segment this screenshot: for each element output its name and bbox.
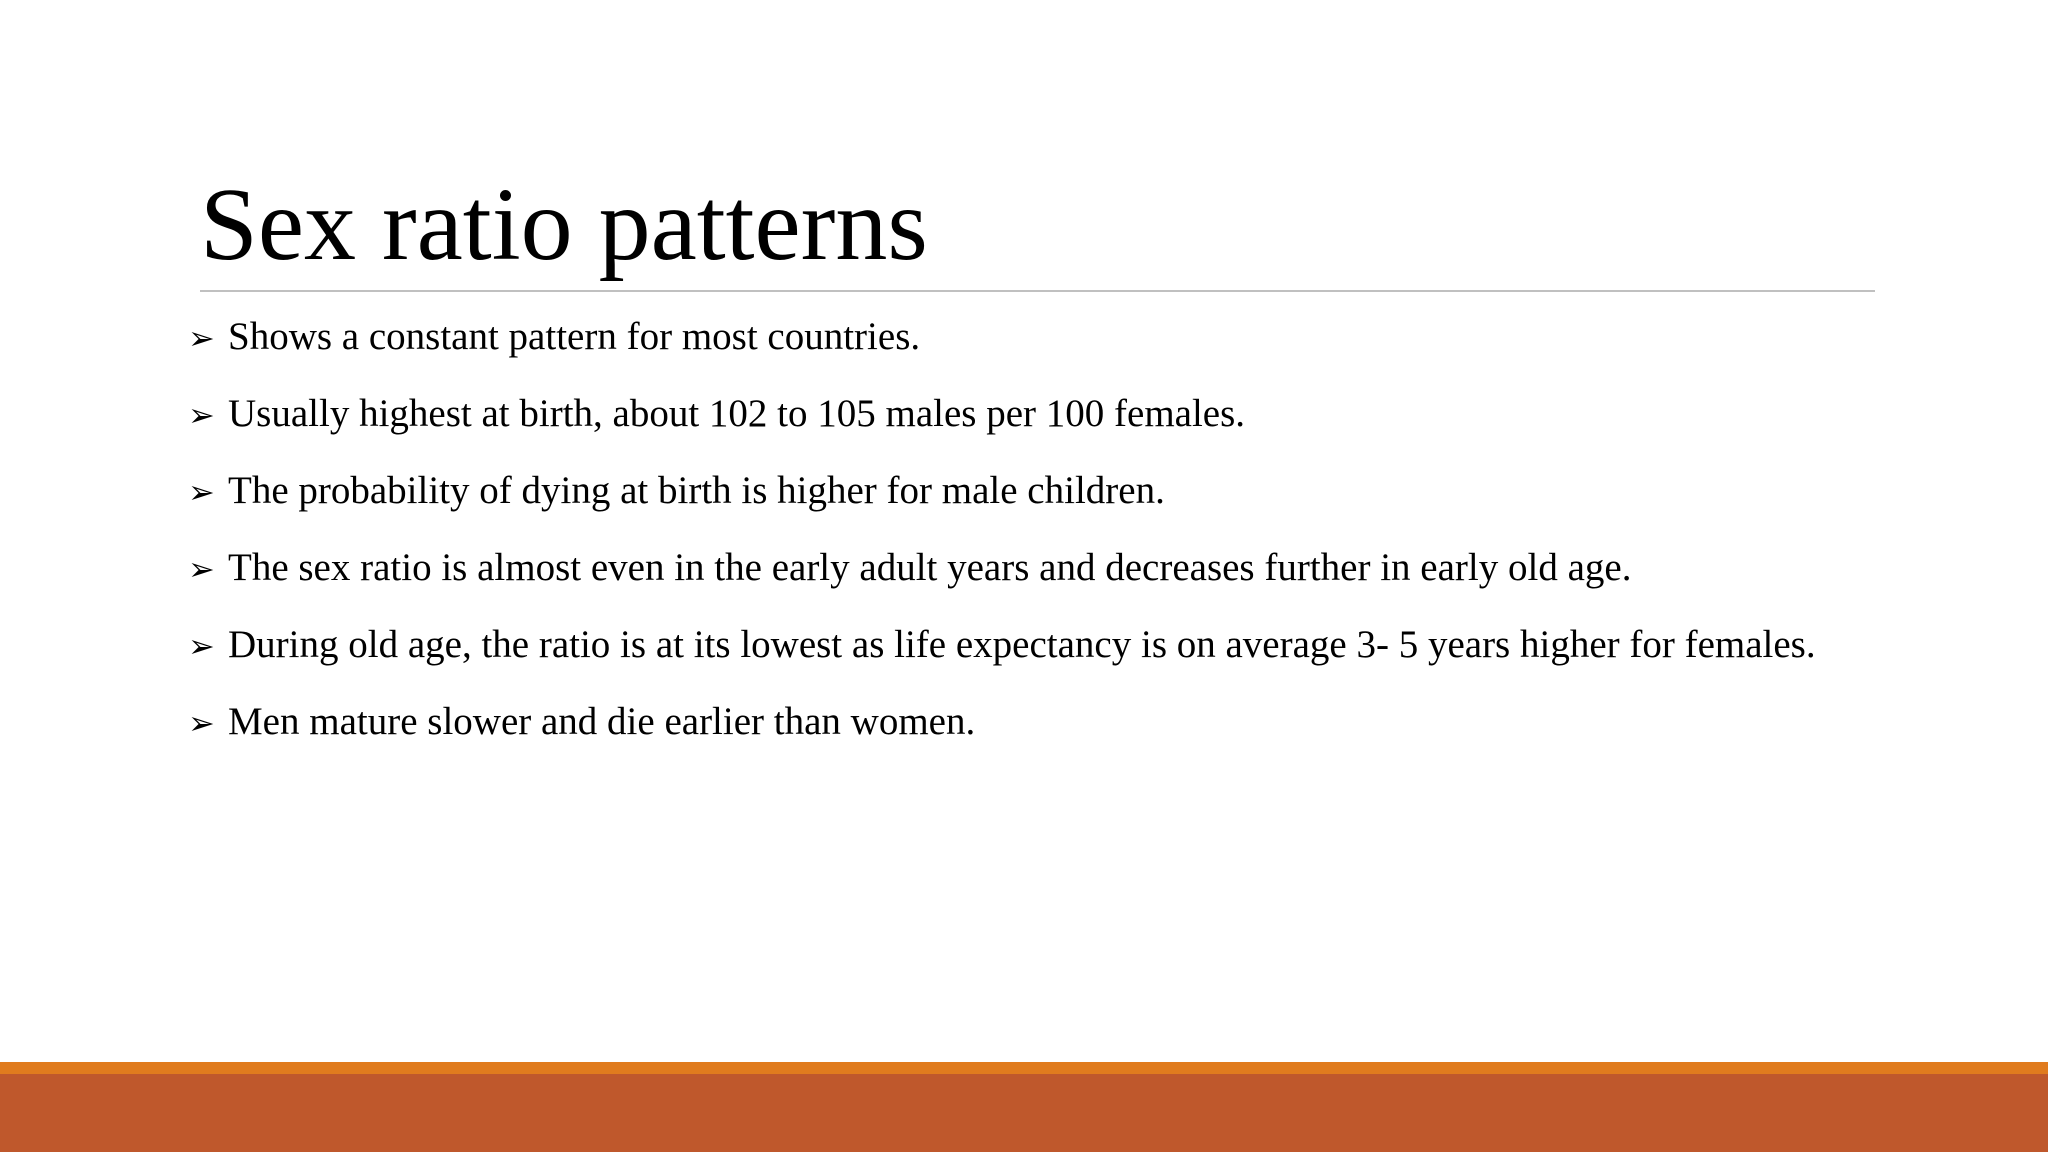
footer-accent-stripe (0, 1062, 2048, 1074)
title-divider (200, 290, 1875, 292)
bullet-text: The probability of dying at birth is higher for male children. (228, 469, 1165, 512)
bullet-item (188, 468, 1874, 515)
bullet-text: Usually highest at birth, about 102 to 105 males per 100 females. (228, 392, 1246, 435)
bullet-item (188, 699, 1874, 746)
footer-bar (0, 1074, 2048, 1152)
bullet-item (188, 314, 1874, 361)
arrow-bullet-icon: ➢ (188, 550, 215, 588)
bullet-item (188, 545, 1874, 592)
arrow-bullet-icon: ➢ (188, 473, 215, 511)
bullet-text: During old age, the ratio is at its lowest as life expectancy is on average 3- 5 years higher for females. (228, 623, 1816, 666)
bullet-item (188, 391, 1874, 438)
bullet-list (188, 314, 1874, 776)
slide-title: Sex ratio patterns (200, 167, 928, 282)
arrow-bullet-icon: ➢ (188, 627, 215, 665)
bullet-text: Men mature slower and die earlier than women. (228, 700, 976, 743)
arrow-bullet-icon: ➢ (188, 396, 215, 434)
bullet-item (188, 622, 1874, 669)
arrow-bullet-icon: ➢ (188, 319, 215, 357)
bullet-text: The sex ratio is almost even in the early adult years and decreases further in early old age. (228, 546, 1632, 589)
arrow-bullet-icon: ➢ (188, 704, 215, 742)
bullet-text: Shows a constant pattern for most countries. (228, 315, 921, 358)
